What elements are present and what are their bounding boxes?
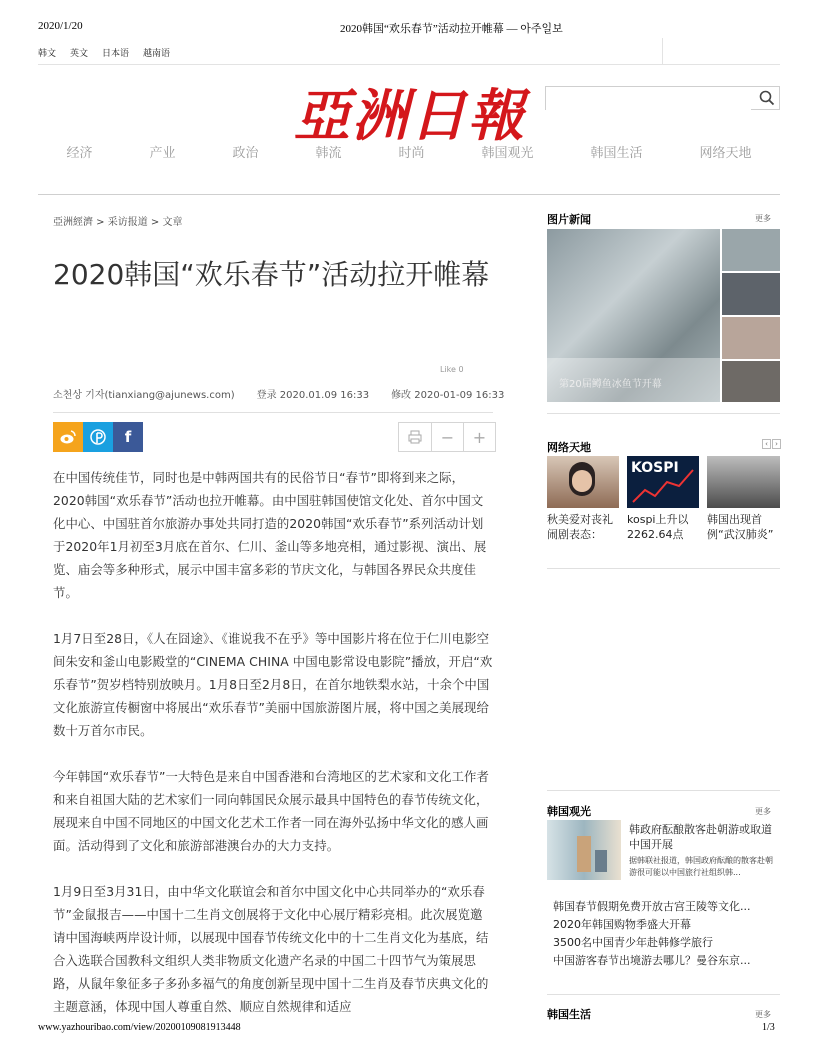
pinterest-icon[interactable] [83, 422, 113, 452]
nav-korea-life[interactable]: 韩国生活 [590, 146, 643, 161]
article-meta [53, 386, 504, 401]
nav-economy[interactable]: 经济 [66, 146, 93, 161]
korea-tour-list [553, 898, 780, 970]
divider [53, 412, 493, 413]
photo-news-more-link[interactable]: 更多 [755, 214, 771, 223]
lang-english[interactable]: 英文 [70, 49, 89, 59]
korea-life-heading: 韩国生活 [547, 1008, 591, 1021]
main-nav [38, 142, 780, 161]
nav-politics[interactable]: 政治 [232, 146, 259, 161]
korea-tour-feature-desc: 据韩联社报道，韩国政府酝酿的散客赴朝游很可能以中国旅行社组织韩... [629, 856, 773, 877]
nav-web-world[interactable]: 网络天地 [699, 146, 752, 161]
web-world-image[interactable] [547, 456, 619, 508]
nav-fashion[interactable]: 时尚 [398, 146, 425, 161]
divider [547, 568, 780, 569]
list-item[interactable]: 2020年韩国购物季盛大开幕 [553, 918, 691, 931]
site-logo[interactable]: 亞洲日報 [294, 83, 526, 149]
photo-news-thumb[interactable] [722, 317, 780, 359]
author[interactable]: 소천상 기자(tianxiang@ajunews.com) [53, 390, 235, 401]
divider [38, 64, 780, 65]
print-date: 2020/1/20 [38, 20, 83, 32]
print-page-number: 1/3 [762, 1022, 775, 1033]
print-url: www.yazhouribao.com/view/20200109081913448 [38, 1022, 241, 1033]
search-icon[interactable] [759, 90, 775, 106]
like-count[interactable]: Like 0 [440, 365, 464, 374]
korea-tour-image[interactable] [547, 820, 621, 880]
facebook-icon[interactable]: f [113, 422, 143, 452]
font-increase-button[interactable]: + [463, 423, 495, 451]
language-bar [38, 46, 170, 59]
korea-tour-more-link[interactable]: 更多 [755, 807, 771, 816]
search-box [545, 86, 780, 110]
article-body [53, 466, 493, 1018]
breadcrumb[interactable]: 亞洲經濟 > 采访报道 > 文章 [53, 217, 183, 228]
photo-news-thumb[interactable] [722, 361, 780, 402]
article-paragraph: 在中国传统佳节，同时也是中韩两国共有的民俗节日“春节”即将到来之际，2020韩国“欢乐春节”活动也拉开帷幕。由中国驻韩国使馆文化处、首尔中国文化中心、中国驻首尔旅游办事处共同打造的2020韩国“欢乐春节”系列活动计划于2020年1月初至3月底在首尔、仁川、釜山等多地亮相，通过影视、演出、展览、庙会等多种形式，展示中国丰富多彩的节庆文化，与韩国各界民众共度佳节。 [53, 470, 487, 600]
list-item[interactable]: 3500名中国青少年赴韩修学旅行 [553, 936, 713, 949]
nav-korea-tour[interactable]: 韩国观光 [481, 146, 534, 161]
web-world-caption[interactable]: 韩国出现首例“武汉肺炎” [707, 513, 774, 541]
photo-news-main-image[interactable] [547, 229, 720, 402]
web-world-caption[interactable]: kospi上升以2262.64点 [627, 513, 689, 541]
carousel-arrows [762, 439, 781, 449]
divider [38, 194, 780, 195]
web-world-heading: 网络天地 [547, 441, 591, 454]
lang-vietnamese[interactable]: 越南语 [143, 49, 171, 59]
web-world-image[interactable] [707, 456, 780, 508]
photo-news-thumb[interactable] [722, 229, 780, 271]
web-world-caption[interactable]: 秋美爱对丧礼闹剧表态： [547, 513, 613, 541]
modified-time: 修改 2020-01-09 16:33 [391, 390, 505, 401]
divider [547, 790, 780, 791]
nav-hallyu[interactable]: 韩流 [315, 146, 342, 161]
divider [547, 413, 780, 414]
nav-industry[interactable]: 产业 [149, 146, 176, 161]
font-decrease-button[interactable]: − [431, 423, 463, 451]
web-world-image[interactable] [627, 456, 699, 508]
search-input[interactable] [546, 88, 751, 110]
article-title: 2020韩国“欢乐春节”活动拉开帷幕 [53, 258, 490, 291]
lang-korean[interactable]: 韩文 [38, 49, 57, 59]
article-tools [398, 422, 496, 452]
article-paragraph: 1月7日至28日，《人在囧途》、《谁说我不在乎》等中国影片将在位于仁川电影空间朱安和釜山电影殿堂的“CINEMA CHINA 中国电影常设电影院”播放，开启“欢乐春节”贺岁档特别放映月。1月8日至2月8日，在首尔地铁梨水站，十余个中国文化旅游宣传橱窗中将展出“欢乐春节”美丽中国旅游图片展，将中国之美展现给数十万首尔市民。 [53, 631, 493, 738]
list-item[interactable]: 韩国春节假期免费开放古宫王陵等文化... [553, 900, 751, 913]
korea-tour-heading: 韩国观光 [547, 805, 591, 818]
photo-news-thumb[interactable] [722, 273, 780, 315]
photo-news-heading: 图片新闻 [547, 213, 591, 226]
divider [662, 38, 663, 64]
photo-news-caption[interactable]: 第20届鳟鱼冰鱼节开幕 [559, 379, 662, 390]
kospi-badge: KOSPI [631, 460, 679, 476]
article-paragraph: 1月9日至3月31日，由中华文化联谊会和首尔中国文化中心共同举办的“欢乐春节”金鼠报吉——中国十二生肖文创展将于文化中心展厅精彩亮相。此次展览邀请中国海峡两岸设计师，以展现中国春节传统文化中的十二生肖文化为基底，结合入选联合国教科文组织人类非物质文化遗产名录的中国二十四节气为策展思路，从鼠年象征多子多孙多福气的角度创新呈现中国十二生肖及春节庆典文化的主题意涵，体现中国人尊重自然、顺应自然规律和适应 [53, 884, 489, 1014]
share-bar [53, 422, 143, 452]
article-paragraph: 今年韩国“欢乐春节”一大特色是来自中国香港和台湾地区的艺术家和文化工作者和来自祖国大陆的艺术家们一同向韩国民众展示最具中国特色的春节传统文化，展现来自中国不同地区的中国文化艺术工作者一同在海外弘扬中华文化的感人画面。活动得到了文化和旅游部港澳台办的大力支持。 [53, 769, 489, 853]
registered-time: 登录 2020.01.09 16:33 [256, 390, 370, 401]
chevron-right-icon[interactable]: › [772, 439, 781, 449]
print-doc-title: 2020韩国“欢乐春节”活动拉开帷幕 — 아주일보 [340, 23, 563, 35]
lang-japanese[interactable]: 日本语 [102, 49, 130, 59]
print-icon[interactable] [399, 423, 431, 451]
list-item[interactable]: 中国游客春节出境游去哪儿？曼谷东京... [553, 954, 751, 967]
korea-life-more-link[interactable]: 更多 [755, 1010, 771, 1019]
chevron-left-icon[interactable]: ‹ [762, 439, 771, 449]
weibo-icon[interactable] [53, 422, 83, 452]
korea-tour-feature-title[interactable]: 韩政府酝酿散客赴朝游或取道中国开展 [629, 823, 772, 851]
divider [547, 994, 780, 995]
